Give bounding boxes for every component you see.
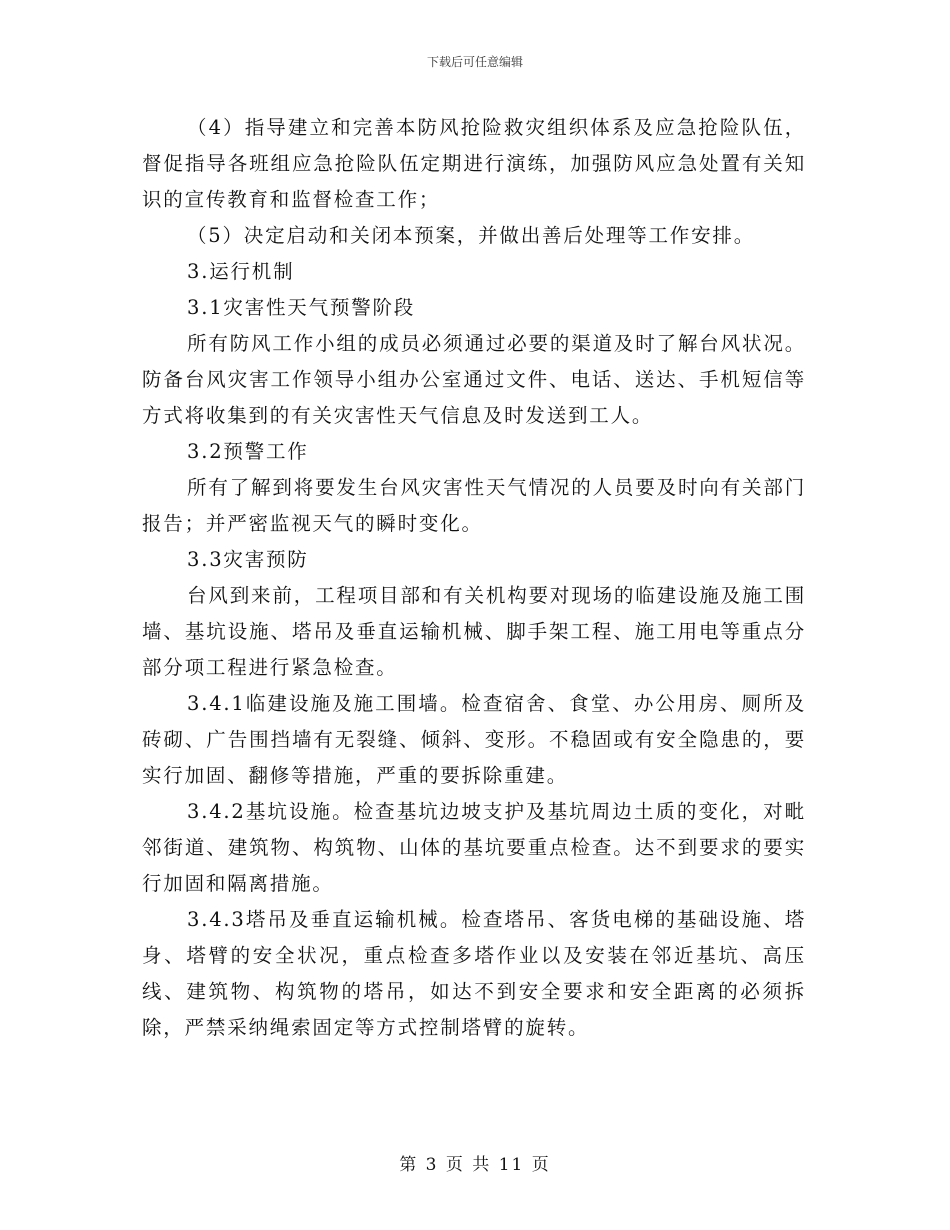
paragraph-item-4: （4）指导建立和完善本防风抢险救灾组织体系及应急抢险队伍，督促指导各班组应急抢险队伍定期进行演练，加强防风应急处置有关知识的宣传教育和监督检查工作；: [142, 116, 806, 211]
paragraph-3-4-3: 3.4.3塔吊及垂直运输机械。检查塔吊、客货电梯的基础设施、塔身、塔臂的安全状况，重点检查多塔作业以及安装在邻近基坑、高压线、建筑物、构筑物的塔吊，如达不到安全要求和安全距离的必须拆除，严禁采纳绳索固定等方式控制塔臂的旋转。: [142, 908, 806, 1039]
page-header-note: 下载后可任意编辑: [426, 55, 523, 69]
section-heading-3: 3.运行机制: [187, 260, 295, 283]
page-number-footer: 第 3 页 共 11 页: [399, 1155, 551, 1175]
section-heading-3-2: 3.2预警工作: [187, 440, 309, 463]
paragraph-3-3-body: 台风到来前，工程项目部和有关机构要对现场的临建设施及施工围墙、基坑设施、塔吊及垂直运输机械、脚手架工程、施工用电等重点分部分项工程进行紧急检查。: [142, 584, 806, 679]
paragraph-item-5: （5）决定启动和关闭本预案，并做出善后处理等工作安排。: [187, 224, 756, 247]
paragraph-3-4-2: 3.4.2基坑设施。检查基坑边坡支护及基坑周边土质的变化，对毗邻街道、建筑物、构筑物、山体的基坑要重点检查。达不到要求的要实行加固和隔离措施。: [142, 800, 806, 895]
paragraph-3-2-body: 所有了解到将要发生台风灾害性天气情况的人员要及时向有关部门报告；并严密监视天气的瞬时变化。: [142, 476, 806, 535]
paragraph-3-1-body: 所有防风工作小组的成员必须通过必要的渠道及时了解台风状况。防备台风灾害工作领导小组办公室通过文件、电话、送达、手机短信等方式将收集到的有关灾害性天气信息及时发送到工人。: [142, 332, 806, 427]
section-heading-3-3: 3.3灾害预防: [187, 548, 309, 571]
section-heading-3-1: 3.1灾害性天气预警阶段: [187, 296, 416, 319]
document-body: [142, 110, 806, 1046]
paragraph-3-4-1: 3.4.1临建设施及施工围墙。检查宿舍、食堂、办公用房、厕所及砖砌、广告围挡墙有无裂缝、倾斜、变形。不稳固或有安全隐患的，要实行加固、翻修等措施，严重的要拆除重建。: [142, 692, 806, 787]
